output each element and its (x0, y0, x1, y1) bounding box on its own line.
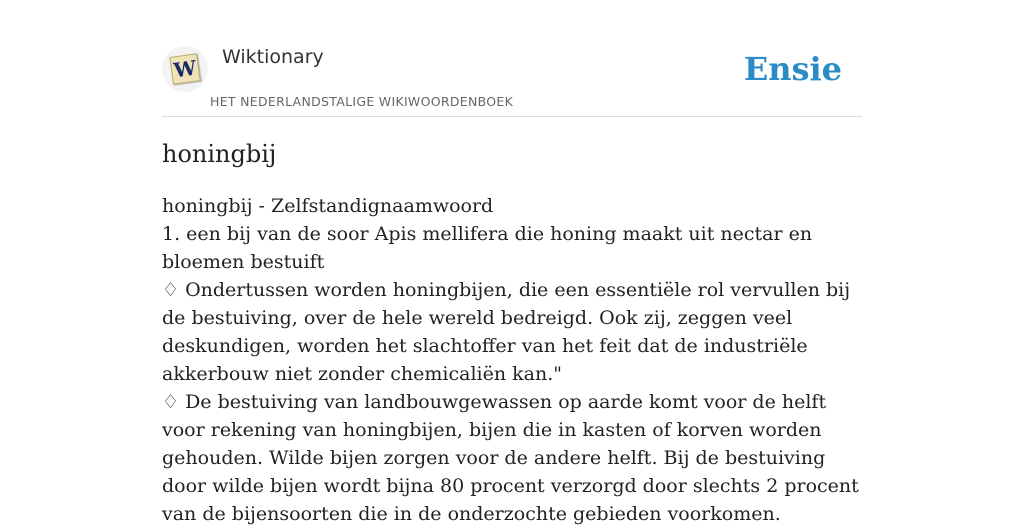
wiktionary-logo-icon: W (169, 53, 201, 85)
definition: 1. een bij van de soor Apis mellifera die honing maakt uit nectar en bloemen bestuift (162, 223, 813, 273)
ensie-brand-logo[interactable]: Ensie (743, 50, 842, 88)
wiktionary-logo[interactable] (162, 46, 208, 92)
site-header (162, 44, 862, 117)
example-sentence: ♢ De bestuiving van landbouwgewassen op aarde komt voor de helft voor rekening van honingbijen, bijen die in kasten of korven worden gehouden. Wilde bijen zorgen voor de andere helft. Bij de bestuiving door wilde bijen wordt bijna 80 procent verzorgd door slechts 2 procent van de bijensoorten die in de onderzochte gebieden voorkomen. (162, 391, 859, 525)
headword-line: honingbij - Zelfstandignaamwoord (162, 195, 494, 217)
entry-content (162, 192, 862, 528)
site-name[interactable]: Wiktionary (222, 46, 324, 68)
example-sentence: ♢ Ondertussen worden honingbijen, die een essentiële rol vervullen bij de bestuiving, over de hele wereld bedreigd. Ook zij, zeggen veel deskundigen, worden het slachtoffer van het feit dat de industriële akkerbouw niet zonder chemicaliën kan." (162, 279, 851, 385)
page-title: honingbij (162, 140, 277, 168)
site-tagline: HET NEDERLANDSTALIGE WIKIWOORDENBOEK (210, 94, 514, 109)
